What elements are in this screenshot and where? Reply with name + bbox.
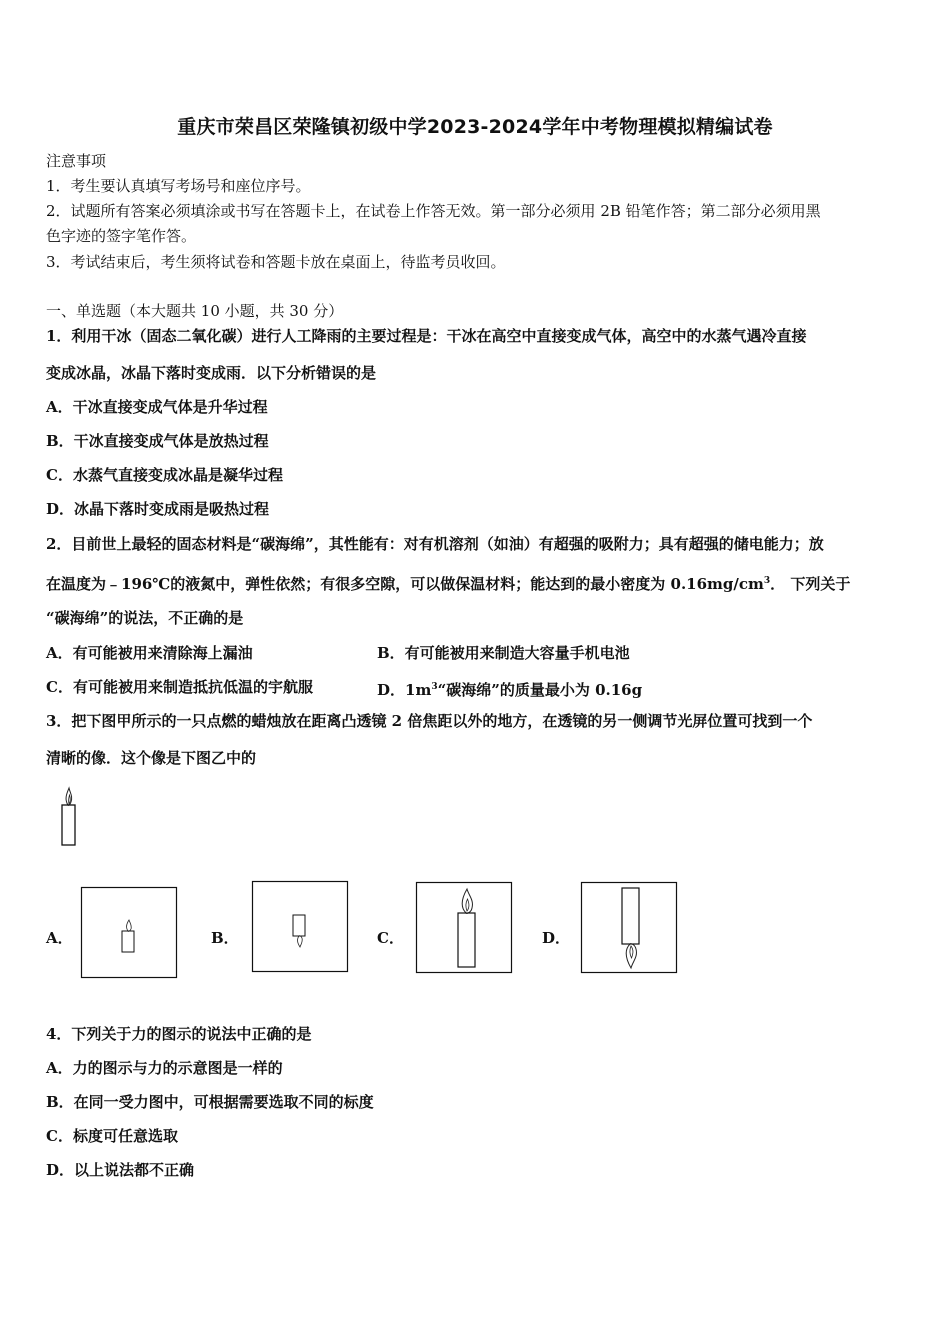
q3-label-d: D． [542,929,571,947]
candle-c [458,913,475,967]
q2-option-d-prefix: D．1m [377,681,432,699]
q2-stem-line2-tail: ． 下列关于 [770,575,851,593]
q4-option-a: A．力的图示与力的示意图是一样的 [46,1059,283,1077]
candle-figure-jia [58,785,82,847]
candle-b [293,915,305,936]
q4-option-b: B．在同一受力图中，可根据需要选取不同的标度 [46,1093,374,1111]
q2-option-c: C．有可能被用来制造抵抗低温的宇航服 [46,678,313,696]
q3-option-a-image [81,887,178,979]
q2-option-d-superscript: 3 [431,682,438,692]
q2-stem-line1: 2．目前世上最轻的固态材料是“碳海绵”，其性能有：对有机溶剂（如油）有超强的吸附力；具有超强的储电能力；放 [46,535,824,553]
notice-item-2: 2．试题所有答案必须填涂或书写在答题卡上，在试卷上作答无效。第一部分必须用 2B 铅笔作答；第二部分必须用黑 [46,202,821,220]
frame-b [253,882,348,972]
q2-unit-superscript: 3 [763,576,771,586]
q3-stem-line1: 3．把下图甲所示的一只点燃的蜡烛放在距离凸透镜 2 倍焦距以外的地方，在透镜的另一侧调节光屏位置可找到一个 [46,712,813,730]
q2-option-d [377,677,642,700]
frame-d [582,883,677,973]
q2-option-b: B．有可能被用来制造大容量手机电池 [377,644,630,662]
page-title: 重庆市荣昌区荣隆镇初级中学2023-2024学年中考物理模拟精编试卷 [177,116,773,138]
flame-d-icon [626,944,636,968]
inner-flame-c-icon [466,899,469,911]
notice-item-2-cont: 色字迹的签字笔作答。 [46,227,197,245]
q2-stem-line2 [46,571,850,594]
candle-body [62,805,75,845]
candle-a [122,931,134,952]
q2-option-d-suffix: “碳海绵”的质量最小为 0.16g [437,681,643,699]
q1-stem-line2: 变成冰晶，冰晶下落时变成雨．以下分析错误的是 [46,364,377,382]
q2-stem-line2-text: 在温度为﹣196℃的液氮中，弹性依然；有很多空隙，可以做保温材料；能达到的最小密度为 0.16mg/cm [46,575,764,593]
flame-b-icon [297,936,302,947]
q4-option-c: C．标度可任意选取 [46,1127,178,1145]
q4-option-d: D．以上说法都不正确 [46,1161,195,1179]
section-heading: 一、单选题（本大题共 10 小题，共 30 分） [46,302,344,320]
q1-stem-line1: 1．利用干冰（固态二氧化碳）进行人工降雨的主要过程是：干冰在高空中直接变成气体，高空中的水蒸气遇冷直接 [46,327,807,345]
inner-flame-icon [69,795,71,804]
q3-label-a: A． [46,929,73,947]
q1-option-d: D．冰晶下落时变成雨是吸热过程 [46,500,270,518]
flame-c-icon [462,889,472,913]
notice-heading: 注意事项 [46,152,107,170]
q3-stem-line2: 清晰的像．这个像是下图乙中的 [46,749,257,767]
notice-item-3: 3．考试结束后，考生须将试卷和答题卡放在桌面上，待监考员收回。 [46,253,506,271]
candle-d [622,888,639,944]
frame-a [82,888,177,978]
q1-option-b: B．干冰直接变成气体是放热过程 [46,432,269,450]
q1-option-a: A．干冰直接变成气体是升华过程 [46,398,268,416]
q3-option-b-image [252,881,349,973]
q2-stem-line3: “碳海绵”的说法，不正确的是 [46,609,244,627]
q1-option-c: C．水蒸气直接变成冰晶是凝华过程 [46,466,283,484]
notice-item-1: 1．考生要认真填写考场号和座位序号。 [46,177,311,195]
q4-stem: 4．下列关于力的图示的说法中正确的是 [46,1025,312,1043]
q3-label-c: C． [377,929,404,947]
flame-a-icon [126,920,131,931]
q3-label-b: B． [211,929,239,947]
q3-option-c-image [416,882,513,974]
q3-option-d-image [581,882,678,974]
inner-flame-d-icon [630,946,633,958]
q2-option-a: A．有可能被用来清除海上漏油 [46,644,253,662]
